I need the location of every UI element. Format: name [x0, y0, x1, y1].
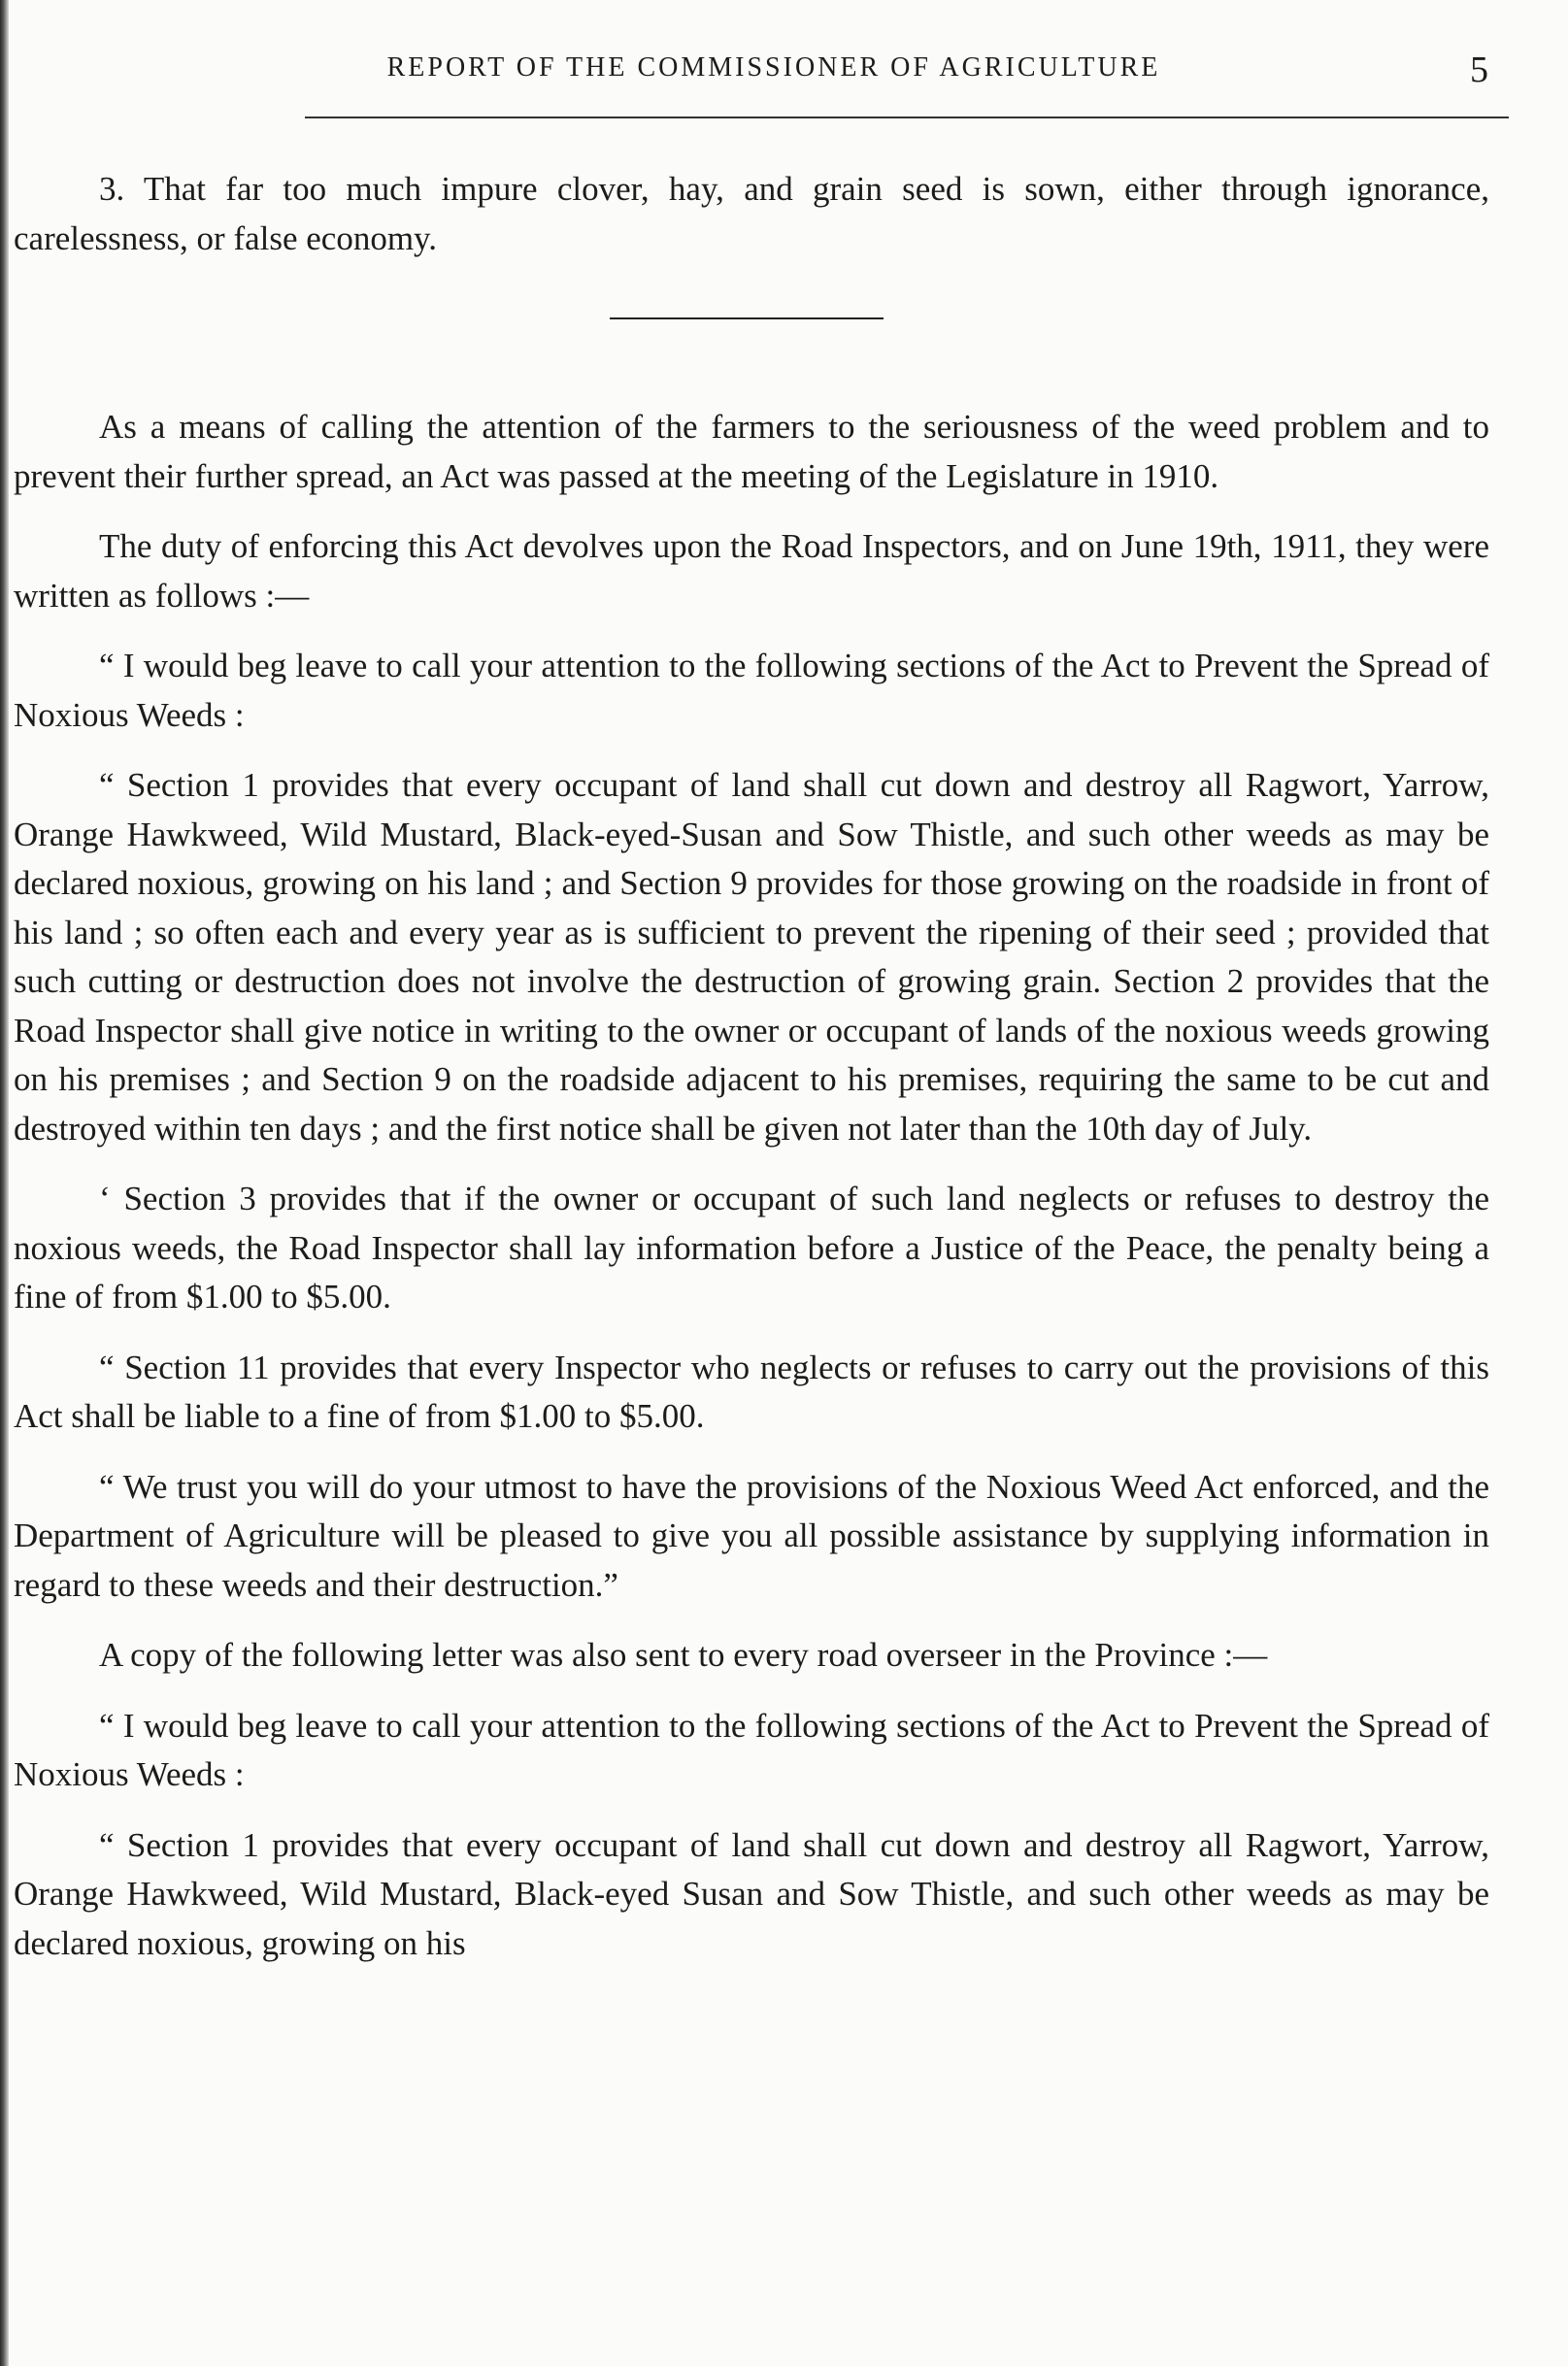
page-binding-edge: [0, 0, 9, 2366]
section-divider: [610, 317, 884, 319]
paragraph-we-trust: “ We trust you will do your utmost to have the provisions of the Noxious Weed Act enforced, and the Department of Agriculture will be pleased to give you all possible assistance by supplying information in regard to these weeds and their destruction.”: [14, 1467, 1489, 1604]
header-rule: [305, 117, 1509, 118]
running-header-title: REPORT OF THE COMMISSIONER OF AGRICULTURE: [386, 52, 1161, 83]
paragraph-second-section-1: “ Section 1 provides that every occupant of land shall cut down and destroy all Ragwort, Yarrow, Orange Hawkweed, Wild Mustard, Black-eyed Susan and Sow Thistle, and such other weeds as may be declared noxious, growing on his: [14, 1825, 1489, 1962]
paragraph-duty-of-enforcing: The duty of enforcing this Act devolves upon the Road Inspectors, and on June 19th, 1911, they were written as follows :—: [14, 527, 1489, 615]
body-text: [14, 165, 1489, 1968]
paragraph-second-letter-intro: “ I would beg leave to call your attention to the following sections of the Act to Prevent the Spread of Noxious Weeds :: [14, 1706, 1489, 1793]
paragraph-letter-intro: “ I would beg leave to call your attention to the following sections of the Act to Prevent the Spread of Noxious Weeds :: [14, 647, 1489, 734]
paragraph-section-11: “ Section 11 provides that every Inspector who neglects or refuses to carry out the provisions of this Act shall be liable to a fine of from $1.00 to $5.00.: [14, 1348, 1489, 1435]
paragraph-act-passed: As a means of calling the attention of the farmers to the seriousness of the weed problem and to prevent their further spread, an Act was passed at the meeting of the Legislature in 1910.: [14, 408, 1489, 495]
paragraph-section-1-and-2: “ Section 1 provides that every occupant of land shall cut down and destroy all Ragwort, Yarrow, Orange Hawkweed, Wild Mustard, Black-eyed-Susan and Sow Thistle, and such other weeds as may be declared noxious, growing on his land ; and Section 9 provides for those growing on the roadside in front of his land ; so often each and every year as is sufficient to prevent the ripening of their seed ; provided that such cutting or destruction does not involve the destruction of growing grain. Section 2 provides that the Road Inspector shall give notice in writing to the owner or occupant of lands of the noxious weeds growing on his premises ; and Section 9 on the roadside adjacent to his premises, requiring the same to be cut and destroyed within ten days ; and the first notice shall be given not later than the 10th day of July.: [14, 766, 1489, 1148]
paragraph-copy-of-letter: A copy of the following letter was also sent to every road overseer in the Province :—: [99, 1636, 1268, 1674]
paragraph-item-3: 3. That far too much impure clover, hay, and grain seed is sown, either through ignorance, carelessness, or false economy.: [14, 170, 1489, 257]
paragraph-section-3: ‘ Section 3 provides that if the owner or occupant of such land neglects or refuses to destroy the noxious weeds, the Road Inspector shall lay information before a Justice of the Peace, the penalty being a fine of from $1.00 to $5.00.: [14, 1180, 1489, 1316]
page-number: 5: [1470, 50, 1488, 90]
